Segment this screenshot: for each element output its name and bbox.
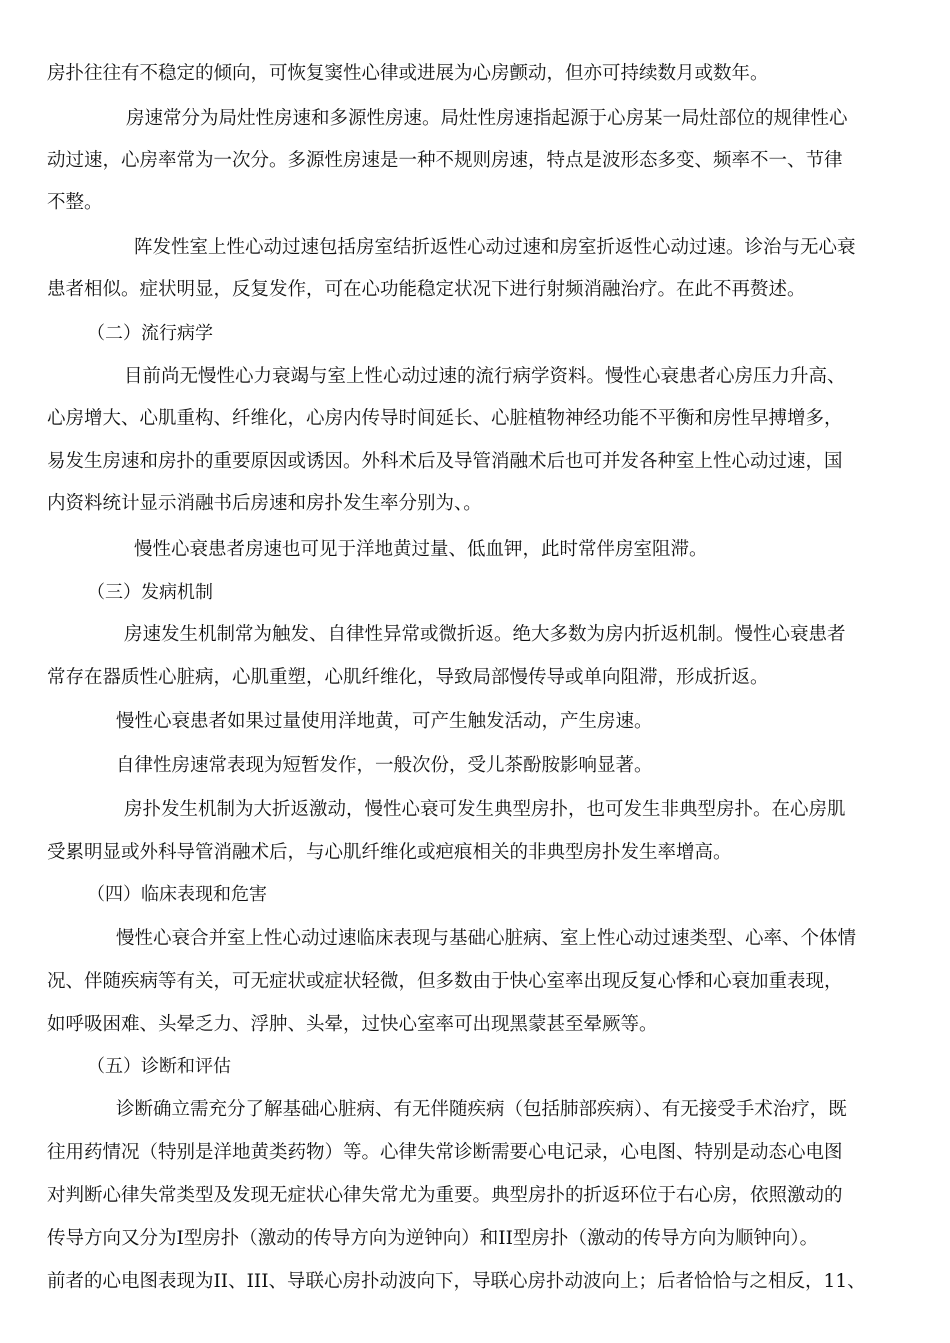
paragraph-line: 内资料统计显示消融书后房速和房扑发生率分别为、。 (47, 493, 482, 514)
paragraph-line: 目前尚无慢性心力衰竭与室上性心动过速的流行病学资料。慢性心衰患者心房压力升高、 (124, 366, 846, 387)
paragraph-line: 房扑发生机制为大折返激动，慢性心衰可发生典型房扑，也可发生非典型房扑。在心房肌 (124, 799, 846, 820)
paragraph-line: 自律性房速常表现为短暂发作，一般次份，受儿茶酚胺影响显著。 (116, 755, 653, 776)
paragraph-line: 慢性心衰患者如果过量使用洋地黄，可产生触发活动，产生房速。 (116, 711, 653, 732)
section-heading: （三）发病机制 (87, 582, 213, 603)
paragraph-line: 心房增大、心肌重构、纤维化，心房内传导时间延长、心脏植物神经功能不平衡和房性早搏增多， (47, 408, 843, 429)
paragraph-line: 况、伴随疾病等有关，可无症状或症状轻微，但多数由于快心室率出现反复心悸和心衰加重表现， (47, 971, 843, 992)
paragraph-line: 阵发性室上性心动过速包括房室结折返性心动过速和房室折返性心动过速。诊治与无心衰 (134, 237, 856, 258)
paragraph-line: 慢性心衰患者房速也可见于洋地黄过量、低血钾，此时常伴房室阻滞。 (134, 539, 708, 560)
paragraph-line: 患者相似。症状明显，反复发作，可在心功能稳定状况下进行射频消融治疗。在此不再赘述。 (47, 279, 806, 300)
paragraph-line: 受累明显或外科导管消融术后，与心肌纤维化或疤痕相关的非典型房扑发生率增高。 (47, 842, 732, 863)
paragraph-line: 往用药情况（特别是洋地黄类药物）等。心律失常诊断需要心电记录，心电图、特别是动态心电图 (47, 1142, 843, 1163)
paragraph-line: 前者的心电图表现为II、III、导联心房扑动波向下，导联心房扑动波向上；后者恰恰与之相反，11、 (47, 1271, 866, 1292)
paragraph-line: 如呼吸困难、头晕乏力、浮肿、头晕，过快心室率可出现黑蒙甚至晕厥等。 (47, 1014, 658, 1035)
paragraph-line: 动过速，心房率常为一次分。多源性房速是一种不规则房速，特点是波形态多变、频率不一、节律 (47, 150, 843, 171)
section-heading: （五）诊断和评估 (87, 1056, 231, 1077)
paragraph-line: 房速常分为局灶性房速和多源性房速。局灶性房速指起源于心房某一局灶部位的规律性心 (126, 108, 848, 129)
paragraph-line: 慢性心衰合并室上性心动过速临床表现与基础心脏病、室上性心动过速类型、心率、个体情 (116, 928, 857, 949)
paragraph-line: 不整。 (47, 192, 103, 213)
paragraph-line: 诊断确立需充分了解基础心脏病、有无伴随疾病（包括肺部疾病）、有无接受手术治疗，既 (116, 1099, 847, 1120)
paragraph-line: 常存在器质性心脏病，心肌重塑，心肌纤维化，导致局部慢传导或单向阻滞，形成折返。 (47, 667, 769, 688)
paragraph-line: 房速发生机制常为触发、自律性异常或微折返。绝大多数为房内折返机制。慢性心衰患者 (124, 624, 846, 645)
paragraph-line: 对判断心律失常类型及发现无症状心律失常尤为重要。典型房扑的折返环位于右心房，依照激动的 (47, 1185, 843, 1206)
paragraph-line: 房扑往往有不稳定的倾向，可恢复窦性心律或进展为心房颤动，但亦可持续数月或数年。 (47, 63, 769, 84)
section-heading: （四）临床表现和危害 (87, 884, 267, 905)
paragraph-line: 易发生房速和房扑的重要原因或诱因。外科术后及导管消融术后也可并发各种室上性心动过速，国 (47, 451, 843, 472)
paragraph-line: 传导方向又分为I型房扑（激动的传导方向为逆钟向）和II型房扑（激动的传导方向为顺钟向）。 (47, 1228, 819, 1249)
section-heading: （二）流行病学 (87, 323, 213, 344)
